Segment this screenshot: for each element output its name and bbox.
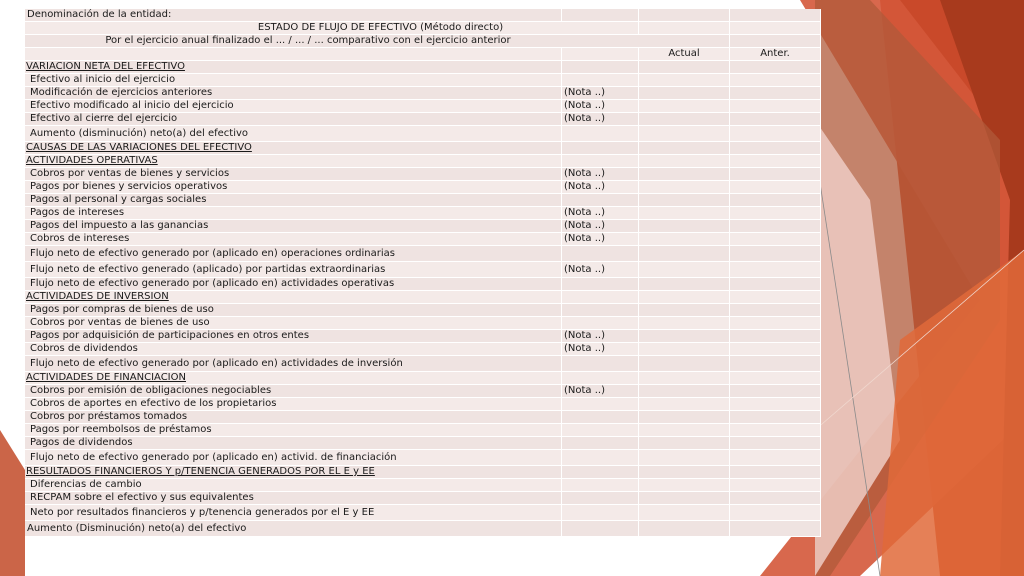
row-value-actual xyxy=(639,372,730,385)
section-heading: RESULTADOS FINANCIEROS Y p/TENENCIA GENERADOS POR EL E y EE xyxy=(25,466,562,479)
table-row xyxy=(25,411,821,424)
row-value-actual xyxy=(639,278,730,291)
row-value-actual xyxy=(639,424,730,437)
row-value-actual xyxy=(639,113,730,126)
row-value-anterior xyxy=(730,330,821,343)
title-cell-anterior xyxy=(730,22,821,35)
section-heading: ACTIVIDADES DE FINANCIACION xyxy=(25,372,562,385)
row-value-anterior xyxy=(730,113,821,126)
title-cell-actual xyxy=(639,22,730,35)
row-value-actual xyxy=(639,450,730,466)
section-heading: ACTIVIDADES OPERATIVAS xyxy=(25,155,562,168)
subtitle-cell-anterior xyxy=(730,35,821,48)
row-label: Flujo neto de efectivo generado por (aplicado en) actividades operativas xyxy=(25,278,562,291)
entity-cell-note xyxy=(562,9,639,22)
row-label: Pagos al personal y cargas sociales xyxy=(25,194,562,207)
row-value-anterior xyxy=(730,356,821,372)
row-value-actual xyxy=(639,220,730,233)
cash-flow-statement-sheet xyxy=(25,9,815,537)
row-note xyxy=(562,521,639,537)
row-label: Flujo neto de efectivo generado por (aplicado en) actividades de inversión xyxy=(25,356,562,372)
row-value-anterior xyxy=(730,155,821,168)
row-value-actual xyxy=(639,492,730,505)
table-row xyxy=(25,233,821,246)
row-value-anterior xyxy=(730,233,821,246)
row-value-anterior xyxy=(730,61,821,74)
row-value-anterior xyxy=(730,220,821,233)
row-label: Cobros por ventas de bienes y servicios xyxy=(25,168,562,181)
bg-shape-left-strip xyxy=(0,430,25,576)
entity-cell-actual xyxy=(639,9,730,22)
section-row xyxy=(25,466,821,479)
row-value-actual xyxy=(639,181,730,194)
table-row xyxy=(25,220,821,233)
row-label: Pagos de dividendos xyxy=(25,437,562,450)
row-label: RECPAM sobre el efectivo y sus equivalentes xyxy=(25,492,562,505)
table-row xyxy=(25,262,821,278)
row-value-actual xyxy=(639,505,730,521)
columns-cell-note xyxy=(562,48,639,61)
row-label: Cobros por préstamos tomados xyxy=(25,411,562,424)
section-row xyxy=(25,61,821,74)
table-row xyxy=(25,278,821,291)
table-row xyxy=(25,113,821,126)
column-header-actual: Actual xyxy=(639,48,730,61)
table-row xyxy=(25,194,821,207)
section-row xyxy=(25,142,821,155)
table-row xyxy=(25,343,821,356)
row-label: Aumento (disminución) neto(a) del efectivo xyxy=(25,126,562,142)
row-label: Pagos por compras de bienes de uso xyxy=(25,304,562,317)
section-row xyxy=(25,372,821,385)
row-value-actual xyxy=(639,343,730,356)
row-value-actual xyxy=(639,291,730,304)
row-note xyxy=(562,304,639,317)
row-value-actual xyxy=(639,385,730,398)
table-row xyxy=(25,246,821,262)
row-value-actual xyxy=(639,87,730,100)
table-row xyxy=(25,168,821,181)
row-note xyxy=(562,424,639,437)
row-label: Flujo neto de efectivo generado por (aplicado en) activid. de financiación xyxy=(25,450,562,466)
row-value-anterior xyxy=(730,304,821,317)
row-note xyxy=(562,155,639,168)
entity-label: Denominación de la entidad: xyxy=(25,9,562,22)
row-note xyxy=(562,278,639,291)
row-value-actual xyxy=(639,317,730,330)
row-note xyxy=(562,61,639,74)
table-row xyxy=(25,437,821,450)
row-note: (Nota ..) xyxy=(562,207,639,220)
row-value-actual xyxy=(639,262,730,278)
row-value-anterior xyxy=(730,142,821,155)
row-note xyxy=(562,398,639,411)
row-value-actual xyxy=(639,466,730,479)
columns-cell-label xyxy=(25,48,562,61)
row-note xyxy=(562,437,639,450)
row-value-actual xyxy=(639,356,730,372)
row-note: (Nota ..) xyxy=(562,385,639,398)
table-row xyxy=(25,492,821,505)
cash-flow-table xyxy=(25,9,821,537)
row-value-actual xyxy=(639,330,730,343)
row-value-anterior xyxy=(730,317,821,330)
row-note xyxy=(562,450,639,466)
row-value-anterior xyxy=(730,100,821,113)
row-value-anterior xyxy=(730,521,821,537)
row-value-actual xyxy=(639,142,730,155)
row-label: Neto por resultados financieros y p/tenencia generados por el E y EE xyxy=(25,505,562,521)
row-note xyxy=(562,505,639,521)
row-label: Pagos por reembolsos de préstamos xyxy=(25,424,562,437)
table-row xyxy=(25,330,821,343)
row-label: Cobros de dividendos xyxy=(25,343,562,356)
row-value-actual xyxy=(639,398,730,411)
row-value-anterior xyxy=(730,278,821,291)
row-note: (Nota ..) xyxy=(562,233,639,246)
row-note xyxy=(562,291,639,304)
row-value-actual xyxy=(639,521,730,537)
section-heading: VARIACION NETA DEL EFECTIVO xyxy=(25,61,562,74)
row-value-anterior xyxy=(730,437,821,450)
section-row xyxy=(25,155,821,168)
table-row xyxy=(25,317,821,330)
row-note xyxy=(562,411,639,424)
row-value-actual xyxy=(639,437,730,450)
table-row xyxy=(25,356,821,372)
row-note xyxy=(562,246,639,262)
row-value-anterior xyxy=(730,168,821,181)
row-value-actual xyxy=(639,246,730,262)
table-row xyxy=(25,181,821,194)
table-row xyxy=(25,479,821,492)
table-row xyxy=(25,450,821,466)
row-value-actual xyxy=(639,233,730,246)
row-note: (Nota ..) xyxy=(562,100,639,113)
header-row-entity xyxy=(25,9,821,22)
row-note: (Nota ..) xyxy=(562,343,639,356)
row-label: Efectivo al cierre del ejercicio xyxy=(25,113,562,126)
section-heading: CAUSAS DE LAS VARIACIONES DEL EFECTIVO xyxy=(25,142,562,155)
row-value-anterior xyxy=(730,343,821,356)
row-note: (Nota ..) xyxy=(562,262,639,278)
row-label: Diferencias de cambio xyxy=(25,479,562,492)
row-value-anterior xyxy=(730,126,821,142)
row-note xyxy=(562,126,639,142)
row-value-anterior xyxy=(730,194,821,207)
row-note: (Nota ..) xyxy=(562,181,639,194)
row-value-anterior xyxy=(730,505,821,521)
table-row xyxy=(25,398,821,411)
row-label: Pagos de intereses xyxy=(25,207,562,220)
header-row-columns xyxy=(25,48,821,61)
row-note xyxy=(562,74,639,87)
table-row xyxy=(25,424,821,437)
row-label: Flujo neto de efectivo generado por (aplicado en) operaciones ordinarias xyxy=(25,246,562,262)
table-row xyxy=(25,74,821,87)
table-row xyxy=(25,87,821,100)
table-row xyxy=(25,100,821,113)
row-note xyxy=(562,317,639,330)
row-value-anterior xyxy=(730,466,821,479)
row-value-anterior xyxy=(730,246,821,262)
row-label: Modificación de ejercicios anteriores xyxy=(25,87,562,100)
row-value-anterior xyxy=(730,492,821,505)
section-heading: ACTIVIDADES DE INVERSION xyxy=(25,291,562,304)
row-value-actual xyxy=(639,411,730,424)
row-note: (Nota ..) xyxy=(562,168,639,181)
row-label: Cobros de aportes en efectivo de los propietarios xyxy=(25,398,562,411)
row-note xyxy=(562,479,639,492)
row-label: Pagos del impuesto a las ganancias xyxy=(25,220,562,233)
row-note xyxy=(562,142,639,155)
row-note xyxy=(562,372,639,385)
row-value-actual xyxy=(639,194,730,207)
row-value-anterior xyxy=(730,74,821,87)
row-label: Cobros de intereses xyxy=(25,233,562,246)
row-value-anterior xyxy=(730,262,821,278)
row-note xyxy=(562,492,639,505)
row-value-anterior xyxy=(730,398,821,411)
row-value-actual xyxy=(639,479,730,492)
entity-cell-anterior xyxy=(730,9,821,22)
table-row xyxy=(25,207,821,220)
row-value-anterior xyxy=(730,181,821,194)
row-value-actual xyxy=(639,304,730,317)
row-label: Aumento (Disminución) neto(a) del efectivo xyxy=(25,521,562,537)
row-label: Cobros por emisión de obligaciones negociables xyxy=(25,385,562,398)
table-row xyxy=(25,385,821,398)
section-row xyxy=(25,291,821,304)
header-row-subtitle xyxy=(25,35,821,48)
row-value-anterior xyxy=(730,207,821,220)
row-value-anterior xyxy=(730,372,821,385)
row-value-anterior xyxy=(730,291,821,304)
row-note xyxy=(562,466,639,479)
row-label: Cobros por ventas de bienes de uso xyxy=(25,317,562,330)
table-row xyxy=(25,304,821,317)
row-note: (Nota ..) xyxy=(562,220,639,233)
row-label: Efectivo modificado al inicio del ejercicio xyxy=(25,100,562,113)
column-header-anterior: Anter. xyxy=(730,48,821,61)
row-label: Pagos por bienes y servicios operativos xyxy=(25,181,562,194)
row-value-anterior xyxy=(730,385,821,398)
row-value-actual xyxy=(639,61,730,74)
row-note: (Nota ..) xyxy=(562,87,639,100)
row-value-anterior xyxy=(730,411,821,424)
row-value-anterior xyxy=(730,450,821,466)
header-row-title xyxy=(25,22,821,35)
row-note: (Nota ..) xyxy=(562,330,639,343)
statement-title: ESTADO DE FLUJO DE EFECTIVO (Método directo) xyxy=(25,22,639,35)
table-row xyxy=(25,126,821,142)
table-row xyxy=(25,505,821,521)
row-value-actual xyxy=(639,126,730,142)
row-label: Pagos por adquisición de participaciones en otros entes xyxy=(25,330,562,343)
row-value-anterior xyxy=(730,87,821,100)
row-value-anterior xyxy=(730,479,821,492)
row-value-actual xyxy=(639,74,730,87)
row-value-actual xyxy=(639,207,730,220)
row-note xyxy=(562,194,639,207)
row-label: Flujo neto de efectivo generado (aplicado) por partidas extraordinarias xyxy=(25,262,562,278)
row-note xyxy=(562,356,639,372)
row-value-actual xyxy=(639,155,730,168)
statement-subtitle: Por el ejercicio anual finalizado el ... / ... / ... comparativo con el ejercicio anterior xyxy=(25,35,730,48)
row-value-anterior xyxy=(730,424,821,437)
row-label: Efectivo al inicio del ejercicio xyxy=(25,74,562,87)
row-value-actual xyxy=(639,100,730,113)
row-value-actual xyxy=(639,168,730,181)
table-row xyxy=(25,521,821,537)
row-note: (Nota ..) xyxy=(562,113,639,126)
